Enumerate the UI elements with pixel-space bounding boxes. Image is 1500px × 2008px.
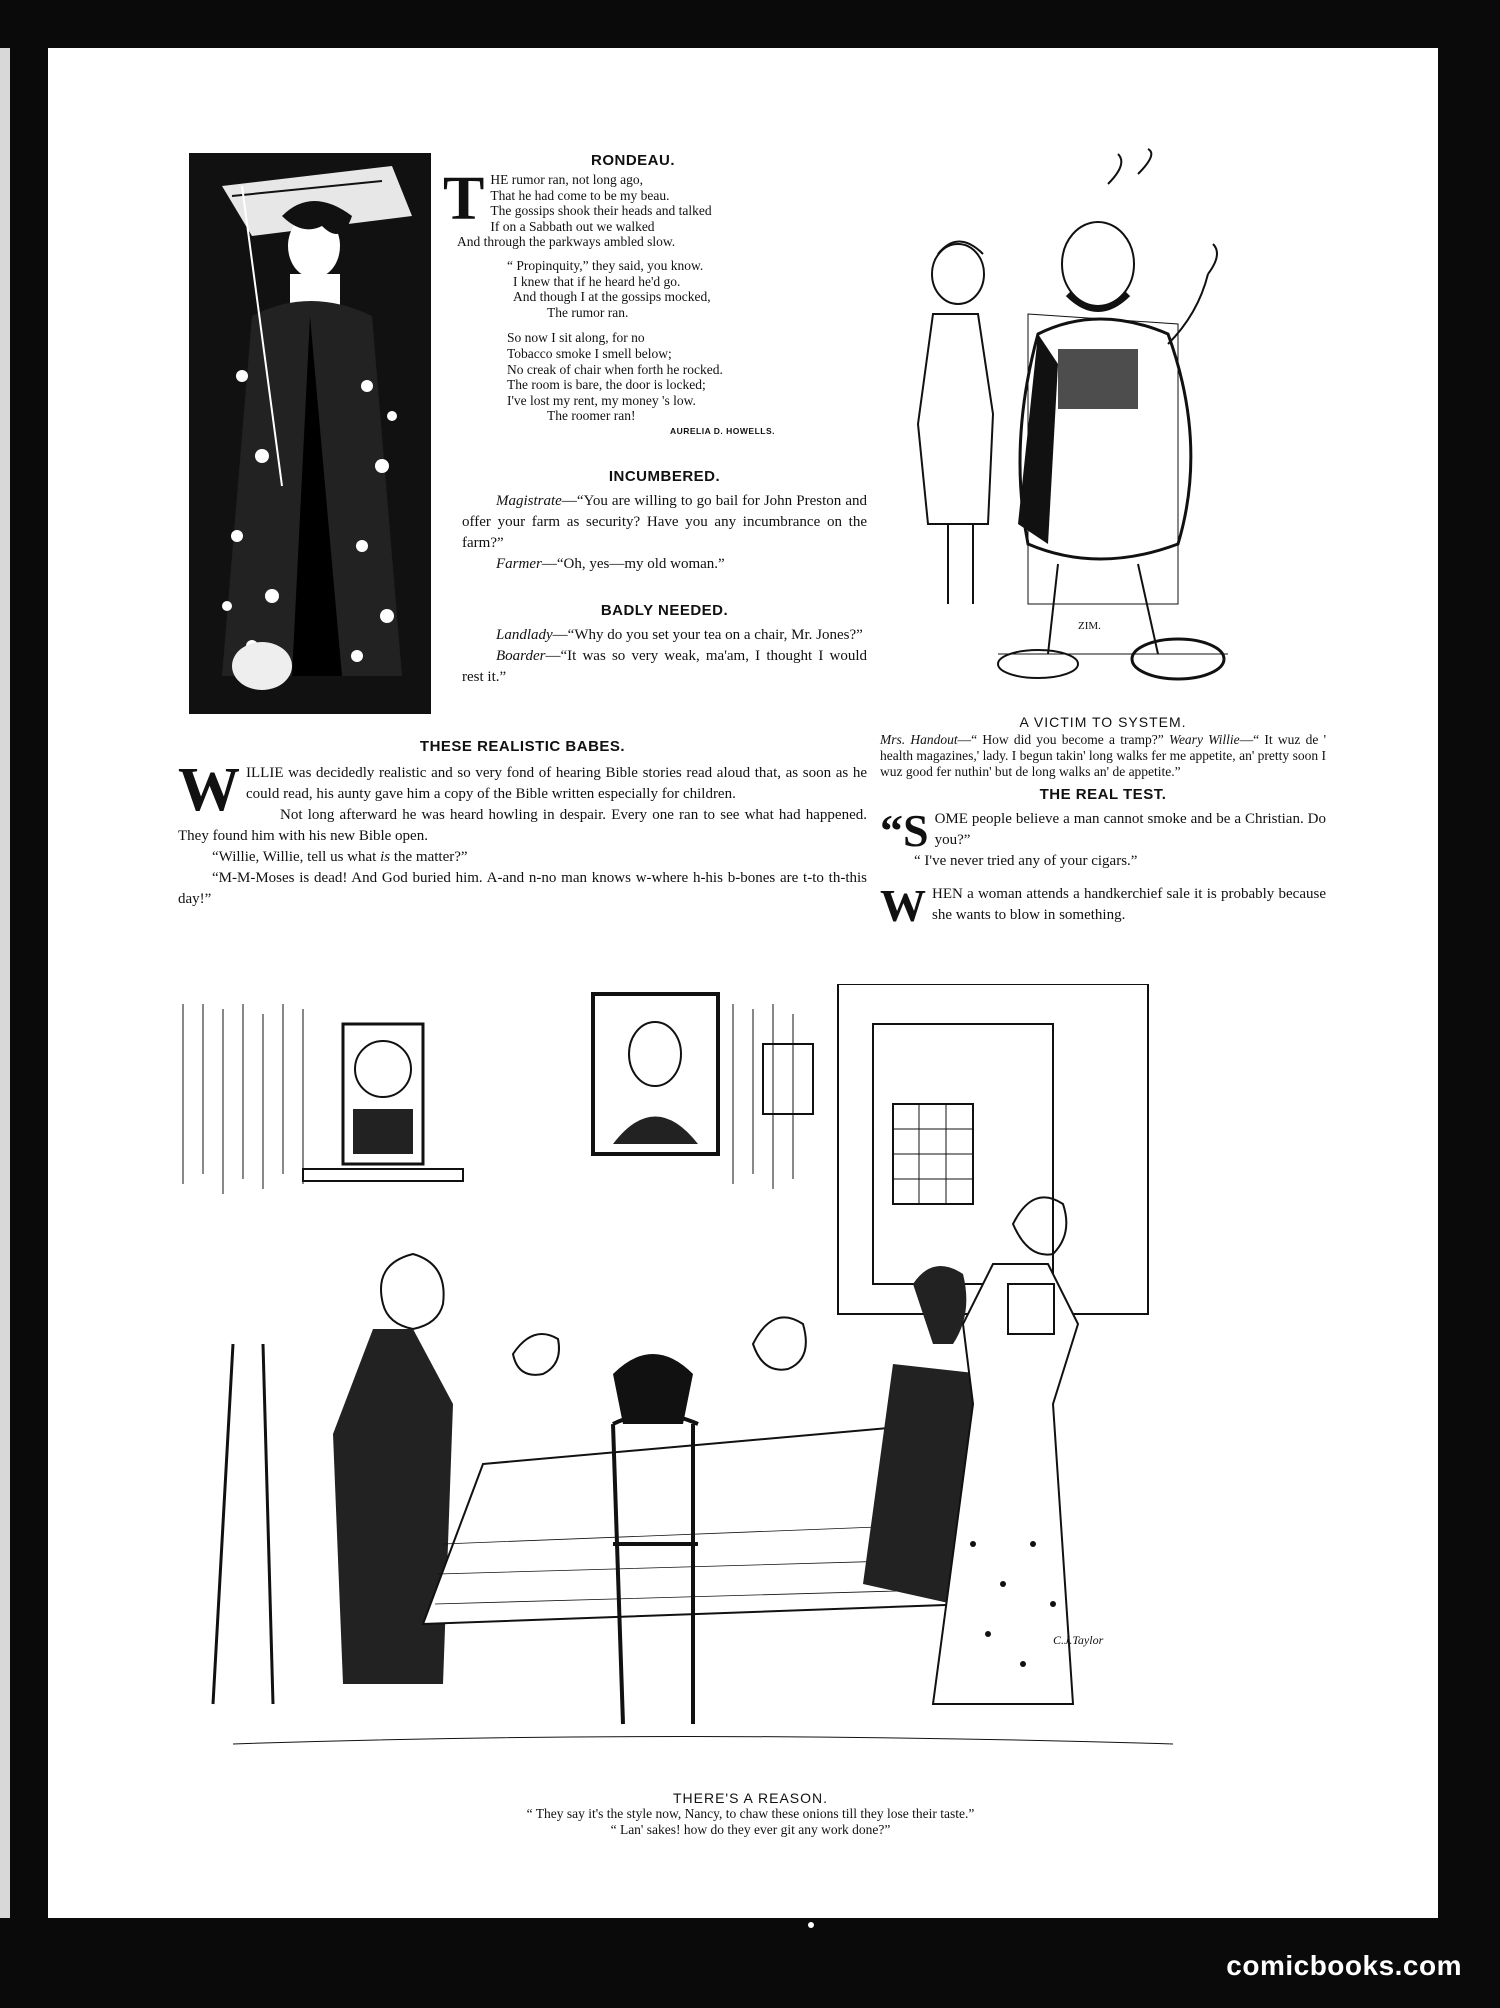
willie-para3-b: the matter?”: [390, 849, 468, 865]
willie-para3-a: “Willie, Willie, tell us what: [212, 849, 381, 865]
poem-line: I knew that if he heard he'd go.: [513, 273, 681, 289]
reason-line1: “ They say it's the style now, Nancy, to chaw these onions till they lose their taste.”: [526, 1806, 975, 1821]
taylor-signature: C.J.Taylor: [1053, 1633, 1104, 1647]
magistrate-line: —“You are willing to go bail for John Preston and offer your farm as security? Have you any incumbrance on the farm?”: [462, 493, 867, 551]
willie-line: —“ It wuz de ' health magazines,' lady. I begun takin' long walks fer me appetite, an' pretty soon I wuz good fer nuthin' but de long walks an' de appetite.”: [880, 732, 1327, 779]
poem-line: So now I sit along, for no: [507, 330, 645, 346]
rondeau-dropcap: T: [443, 165, 485, 233]
poem-line: And though I at the gossips mocked,: [513, 289, 711, 305]
real-test-para2: “ I've never tried any of your cigars.”: [914, 853, 1138, 869]
adjacent-page-edge: [0, 48, 10, 1918]
magistrate-speaker: Magistrate: [496, 493, 562, 509]
poem-line: No creak of chair when forth he rocked.: [507, 361, 723, 377]
tramp-illustration: [878, 144, 1324, 694]
willie-para4: “M-M-Moses is dead! And God buried him. A-and n-no man knows w-where h-his b-bones are t-to th-this day!”: [178, 870, 867, 907]
poem-line: The room is bare, the door is locked;: [507, 377, 706, 393]
willie-dropcap: W: [178, 756, 240, 824]
watermark-text: comicbooks.com: [1226, 1950, 1462, 1981]
victim-caption: [880, 714, 1326, 780]
rondeau-title: RONDEAU.: [590, 152, 675, 169]
handout-speaker: Mrs. Handout: [880, 732, 958, 747]
landlady-speaker: Landlady: [496, 627, 553, 643]
reason-line2: “ Lan' sakes! how do they ever git any work done?”: [610, 1822, 891, 1837]
badly-needed-section: [462, 600, 867, 688]
realistic-babes-title: THESE REALISTIC BABES.: [419, 738, 626, 755]
realistic-babes-section: [178, 736, 867, 910]
real-test-title: THE REAL TEST.: [1039, 786, 1167, 803]
willie-para2: Not long afterward he was heard howling in despair. Every one ran to see what had happened. They found him with his new Bible open.: [178, 807, 867, 844]
poem-line: If on a Sabbath out we walked: [490, 218, 655, 234]
handkerchief-text: HEN a woman attends a handkerchief sale it is probably because she wants to blow in something.: [932, 886, 1326, 923]
boarder-speaker: Boarder: [496, 648, 546, 664]
handkerchief-section: [880, 880, 1326, 931]
poem-line: I've lost my rent, my money 's low.: [507, 392, 696, 408]
rondeau-author: AURELIA D. HOWELLS.: [669, 425, 775, 436]
rondeau-section: [443, 152, 823, 440]
incumbered-title: INCUMBERED.: [608, 468, 721, 485]
handout-line: —“ How did you become a tramp?”: [957, 732, 1164, 747]
woman-parasol-illustration: [189, 153, 431, 714]
poem-line: The gossips shook their heads and talked: [490, 203, 712, 219]
poem-line: That he had come to be my beau.: [490, 187, 670, 203]
magazine-page: [48, 48, 1438, 1918]
farmer-line: —“Oh, yes—my old woman.”: [541, 556, 725, 572]
poem-line: The rumor ran.: [547, 304, 629, 320]
handkerchief-dropcap: W: [880, 880, 926, 931]
reason-title: THERE'S A REASON.: [672, 1790, 829, 1806]
willie-para3-italic: is: [380, 849, 391, 865]
dinner-table-illustration: [173, 984, 1323, 1784]
real-test-dropcap: “S: [880, 805, 929, 856]
real-test-section: [880, 784, 1326, 872]
farmer-speaker: Farmer: [496, 556, 542, 572]
page-marker-dot: [808, 1922, 814, 1928]
poem-line: HE rumor ran, not long ago,: [490, 172, 643, 187]
poem-line: Tobacco smoke I smell below;: [507, 345, 672, 361]
incumbered-section: [462, 466, 867, 575]
real-test-para1: OME people believe a man cannot smoke and be a Christian. Do you?”: [934, 811, 1326, 848]
willie-para1: ILLIE was decidedly realistic and so very fond of hearing Bible stories read aloud that, as soon as he could read, his aunty gave him a copy of the Bible written especially for children.: [246, 765, 867, 802]
victim-title: A VICTIM TO SYSTEM.: [1019, 714, 1187, 730]
willie-speaker: Weary Willie: [1168, 732, 1240, 747]
poem-line: The roomer ran!: [547, 408, 636, 424]
boarder-line: —“It was so very weak, ma'am, I thought I would rest it.”: [462, 648, 867, 685]
landlady-line: —“Why do you set your tea on a chair, Mr. Jones?”: [552, 627, 863, 643]
rondeau-poem: [443, 165, 823, 440]
zim-signature: ZIM.: [1078, 620, 1101, 632]
poem-line: “ Propinquity,” they said, you know.: [507, 257, 704, 273]
poem-line: And through the parkways ambled slow.: [457, 234, 676, 250]
badly-needed-title: BADLY NEEDED.: [600, 602, 729, 619]
reason-caption: [178, 1790, 1323, 1838]
